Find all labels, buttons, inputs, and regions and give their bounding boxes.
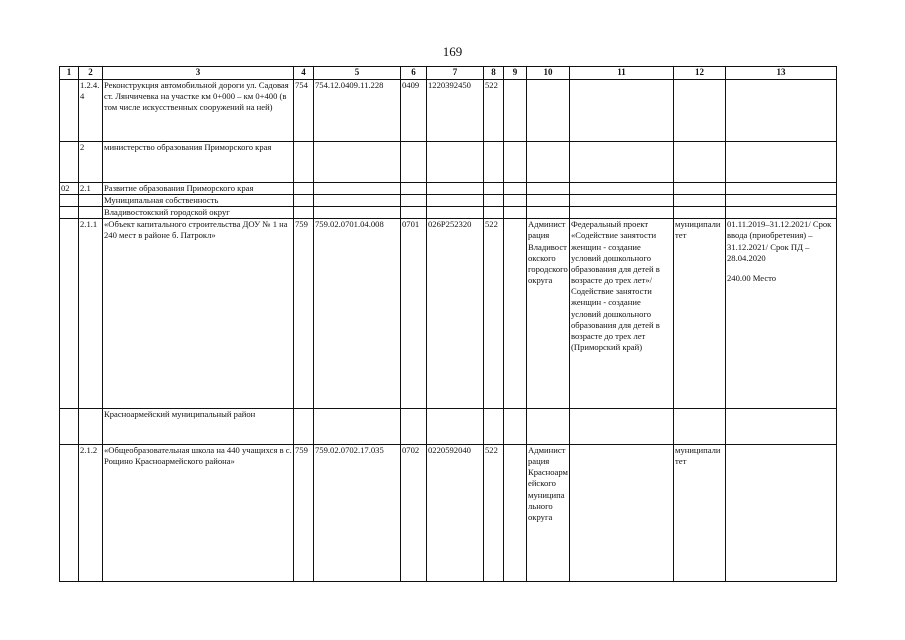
cell: 0701 [401, 219, 427, 408]
cell [294, 142, 314, 182]
table-row [60, 444, 837, 581]
cell: 026P252320 [427, 219, 484, 408]
cell [314, 207, 401, 219]
cell: 522 [484, 444, 504, 581]
cell-code: 2 [79, 142, 103, 182]
cell [504, 142, 527, 182]
cell [484, 408, 504, 444]
cell [314, 182, 401, 194]
cell [401, 408, 427, 444]
header-row [60, 67, 837, 80]
cell-code: 2.1.2 [79, 444, 103, 581]
cell-code: 2.1.1 [79, 219, 103, 408]
table-row [60, 207, 837, 219]
cell [427, 142, 484, 182]
cell [674, 408, 726, 444]
cell-title: «Объект капитального строительства ДОУ № 1 на 240 мест в районе б. Патрокл» [103, 219, 294, 408]
header-cell: 7 [427, 67, 484, 80]
cell [570, 182, 674, 194]
cell [527, 194, 570, 206]
cell [504, 408, 527, 444]
table-row [60, 219, 837, 408]
cell [570, 194, 674, 206]
cell [570, 142, 674, 182]
cell-ownership: муниципалитет [674, 219, 726, 408]
cell [60, 207, 79, 219]
cell: 522 [484, 79, 504, 141]
cell [79, 194, 103, 206]
cell [484, 182, 504, 194]
cell [674, 182, 726, 194]
cell [314, 194, 401, 206]
cell: 754.12.0409.11.228 [314, 79, 401, 141]
cell-title: министерство образования Приморского края [103, 142, 294, 182]
cell [427, 182, 484, 194]
cell: 759.02.0702.17.035 [314, 444, 401, 581]
cell-title: Реконструкция автомобильной дороги ул. Садовая ст. Лянчичевка на участке км 0+000 – км 0+400 (в том числе искусственных сооружений на ней) [103, 79, 294, 141]
cell [504, 219, 527, 408]
cell [527, 408, 570, 444]
cell-ownership: муниципалитет [674, 444, 726, 581]
cell-title: Красноармейский муниципальный район [103, 408, 294, 444]
cell [294, 408, 314, 444]
cell [60, 444, 79, 581]
header-cell: 3 [103, 67, 294, 80]
cell [294, 207, 314, 219]
cell [401, 182, 427, 194]
cell [484, 142, 504, 182]
cell [79, 207, 103, 219]
header-cell: 2 [79, 67, 103, 80]
cell [504, 444, 527, 581]
cell: 0702 [401, 444, 427, 581]
header-cell: 1 [60, 67, 79, 80]
cell [674, 79, 726, 141]
cell-terms [726, 219, 837, 408]
cell [504, 194, 527, 206]
cell [674, 194, 726, 206]
table-row [60, 142, 837, 182]
cell [60, 408, 79, 444]
table-row [60, 182, 837, 194]
cell [570, 207, 674, 219]
cell [504, 182, 527, 194]
header-cell: 6 [401, 67, 427, 80]
cell: 759.02.0701.04.008 [314, 219, 401, 408]
table-row [60, 408, 837, 444]
cell [484, 194, 504, 206]
cell [314, 408, 401, 444]
header-cell: 5 [314, 67, 401, 80]
cell [294, 182, 314, 194]
cell [401, 194, 427, 206]
cell-title: Муниципальная собственность [103, 194, 294, 206]
terms-text: 01.11.2019–31.12.2021/ Срок ввода (приобретения) – 31.12.2021/ Срок ПД – 28.04.2020 [727, 219, 832, 263]
cell [401, 207, 427, 219]
cell [427, 408, 484, 444]
cell [60, 219, 79, 408]
cell [527, 79, 570, 141]
cell [570, 79, 674, 141]
cell [427, 194, 484, 206]
cell [527, 142, 570, 182]
cell [427, 207, 484, 219]
page-number: 169 [442, 44, 463, 59]
cell [504, 79, 527, 141]
capacity-text: 240.00 Место [727, 272, 777, 283]
cell [484, 207, 504, 219]
cell-customer: Администрация Красноармейского муниципального округа [527, 444, 570, 581]
cell [60, 142, 79, 182]
cell-title: Развитие образования Приморского края [103, 182, 294, 194]
cell [726, 444, 837, 581]
header-cell: 4 [294, 67, 314, 80]
table-row [60, 79, 837, 141]
cell [527, 207, 570, 219]
cell: 522 [484, 219, 504, 408]
cell [726, 182, 837, 194]
header-cell: 9 [504, 67, 527, 80]
cell-code: 1.2.4.4 [79, 79, 103, 141]
cell-project: Федеральный проект «Содействие занятости женщин - создание условий дошкольного образования для детей в возрасте до трех лет»/Содействие занятости женщин - создание условий дошкольного образования для детей в возрасте до трех лет (Приморский край) [570, 219, 674, 408]
cell: 0409 [401, 79, 427, 141]
cell [726, 79, 837, 141]
cell: 759 [294, 444, 314, 581]
cell: 0220592040 [427, 444, 484, 581]
cell [79, 408, 103, 444]
cell-title: «Общеобразовательная школа на 440 учащихся в с. Рощино Красноармейского района» [103, 444, 294, 581]
cell [570, 444, 674, 581]
cell [726, 194, 837, 206]
cell [726, 408, 837, 444]
cell [504, 207, 527, 219]
cell [726, 142, 837, 182]
cell [570, 408, 674, 444]
cell [60, 79, 79, 141]
cell [674, 207, 726, 219]
header-cell: 8 [484, 67, 504, 80]
cell-section: 02 [60, 182, 79, 194]
header-cell: 12 [674, 67, 726, 80]
header-cell: 13 [726, 67, 837, 80]
cell: 759 [294, 219, 314, 408]
header-cell: 10 [527, 67, 570, 80]
cell [726, 207, 837, 219]
table-row [60, 194, 837, 206]
cell-title: Владивостокский городской округ [103, 207, 294, 219]
cell [527, 182, 570, 194]
cell [314, 142, 401, 182]
cell-code: 2.1 [79, 182, 103, 194]
cell-customer: Администрация Владивостокского городского округа [527, 219, 570, 408]
cell [401, 142, 427, 182]
cell [674, 142, 726, 182]
cell [294, 194, 314, 206]
cell [60, 194, 79, 206]
register-table [59, 66, 837, 582]
cell: 1220392450 [427, 79, 484, 141]
cell: 754 [294, 79, 314, 141]
header-cell: 11 [570, 67, 674, 80]
